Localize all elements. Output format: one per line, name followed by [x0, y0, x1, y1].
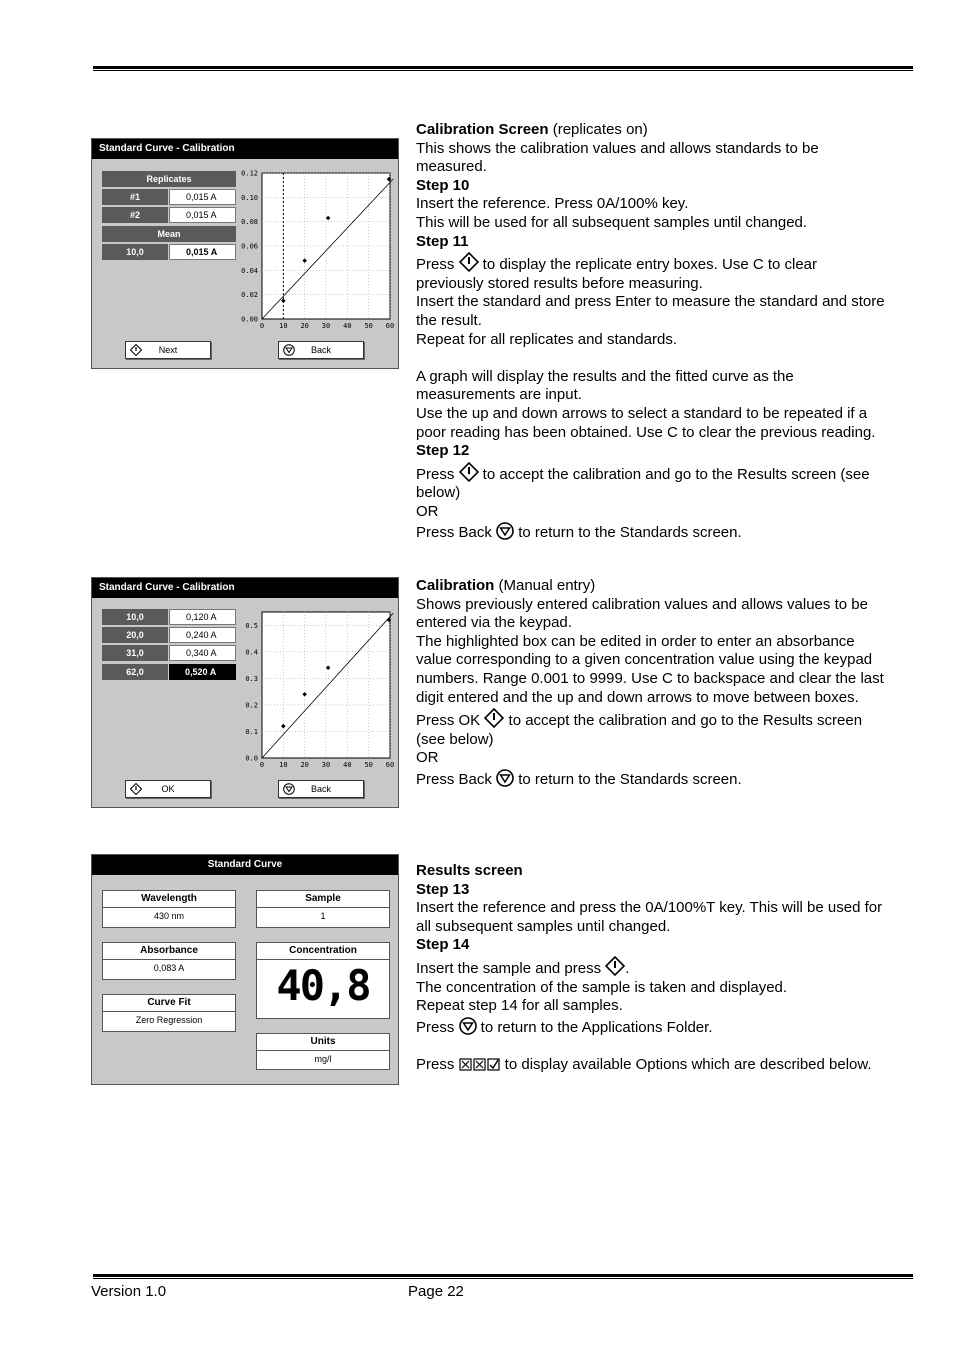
- y-tick-label: 0.06: [241, 242, 258, 251]
- y-tick-label: 0.10: [241, 193, 258, 202]
- replicate-label: #2: [102, 207, 168, 223]
- footer-rule-thin: [93, 1278, 913, 1279]
- x-tick-label: 60: [385, 761, 395, 769]
- footer-rule-thick: [93, 1274, 913, 1277]
- step-heading: Step 14: [416, 936, 470, 954]
- text-fragment: Press Back: [416, 524, 497, 542]
- text-fragment: Press OK: [416, 712, 485, 730]
- y-tick-label: 0.2: [245, 701, 258, 710]
- concentration-label: Concentration: [257, 943, 389, 960]
- paragraph: Repeat step 14 for all samples.: [416, 997, 623, 1015]
- options-key-icon: [459, 1058, 501, 1072]
- back-key-icon: [496, 769, 514, 787]
- x-tick-label: 60: [385, 322, 395, 330]
- paragraph: OR: [416, 749, 439, 767]
- y-tick-label: 0.02: [241, 291, 258, 300]
- screen-title: Standard Curve - Calibration: [92, 139, 398, 159]
- next-button[interactable]: [125, 341, 211, 359]
- screen-title: Standard Curve - Calibration: [92, 578, 398, 598]
- text-fragment: Press: [416, 1018, 459, 1036]
- replicate-label: #1: [102, 189, 168, 205]
- y-tick-label: 0.04: [241, 266, 258, 275]
- standard-concentration: 31,0: [102, 645, 168, 661]
- x-tick-label: 30: [321, 761, 331, 769]
- concentration-box: [256, 942, 390, 1019]
- calibration-replicates-screen: [91, 138, 399, 369]
- text-fragment: to display available Options which are described below.: [500, 1055, 872, 1073]
- step-heading: Step 11: [416, 232, 469, 250]
- text-fragment: to accept the calibration and go to the Results screen (see below): [416, 712, 863, 748]
- text-fragment: to return to the Standards screen.: [514, 770, 742, 788]
- standard-absorbance[interactable]: 0,240 A: [169, 627, 236, 643]
- enter-key-icon: [484, 708, 504, 728]
- calibration-replicates-description: [416, 121, 886, 543]
- x-tick-label: 0: [259, 322, 265, 330]
- curve-fit-box: [102, 994, 236, 1032]
- section-heading: Calibration: [416, 577, 495, 594]
- paragraph: OR: [416, 502, 439, 520]
- step-heading: Step 12: [416, 442, 470, 460]
- calibration-manual-description: [416, 577, 886, 790]
- mean-header: Mean: [102, 226, 236, 242]
- heading-suffix: (replicates on): [548, 121, 648, 138]
- enter-key-icon: [605, 956, 625, 976]
- mean-value[interactable]: 0,015 A: [169, 244, 236, 260]
- replicate-value[interactable]: 0,015 A: [169, 189, 236, 205]
- standard-absorbance-highlighted[interactable]: 0,520 A: [169, 664, 236, 680]
- y-tick-label: 0.5: [245, 621, 258, 630]
- x-tick-label: 40: [343, 322, 352, 330]
- enter-key-icon: [459, 462, 479, 482]
- x-tick-label: 50: [364, 761, 373, 769]
- results-screen: [91, 854, 399, 1085]
- y-tick-label: 0.0: [245, 754, 258, 763]
- paragraph: A graph will display the results and the fitted curve as the measurements are input.: [416, 367, 794, 404]
- text-fragment: Press: [416, 1055, 459, 1073]
- standard-absorbance[interactable]: 0,340 A: [169, 645, 236, 661]
- paragraph: This shows the calibration values and allows standards to be measured.: [416, 139, 819, 176]
- paragraph: This will be used for all subsequent samples until changed.: [416, 213, 808, 231]
- back-label: Back: [310, 345, 331, 355]
- calibration-graph: [240, 167, 396, 332]
- calibration-graph: [240, 606, 396, 771]
- back-key-icon: [496, 522, 514, 540]
- version-label: Version 1.0: [91, 1283, 167, 1300]
- y-tick-label: 0.00: [241, 315, 258, 324]
- standard-concentration: 62,0: [102, 664, 168, 680]
- x-tick-label: 10: [279, 761, 288, 769]
- paragraph: Insert the reference. Press 0A/100% key.: [416, 195, 689, 213]
- curve-fit-value: Zero Regression: [135, 1015, 203, 1025]
- text-fragment: to accept the calibration and go to the Results screen (see below): [416, 465, 870, 502]
- text-fragment: to display the replicate entry boxes. Use C to clear previously stored results before measuring.: [416, 256, 818, 292]
- standard-concentration: 10,0: [102, 609, 168, 625]
- standard-concentration: 20,0: [102, 627, 168, 643]
- units-value: mg/l: [314, 1054, 332, 1064]
- wavelength-label: Wavelength: [103, 891, 235, 908]
- ok-button[interactable]: [125, 780, 211, 798]
- wavelength-value: 430 nm: [153, 911, 185, 921]
- units-box: [256, 1033, 390, 1070]
- paragraph: Insert the reference and press the 0A/100%T key. This will be used for all subsequent samples until changed.: [416, 899, 883, 935]
- y-tick-label: 0.08: [241, 218, 258, 227]
- paragraph: Insert the standard and press Enter to measure the standard and store the result.: [416, 293, 885, 329]
- enter-key-icon: [459, 252, 479, 272]
- x-tick-label: 10: [279, 322, 288, 330]
- concentration-value: 40,8: [276, 961, 370, 1010]
- text-fragment: Press: [416, 465, 459, 483]
- text-fragment: Insert the sample and press: [416, 959, 606, 977]
- section-heading: Results screen: [416, 862, 523, 879]
- text-fragment: Press Back: [416, 770, 497, 788]
- absorbance-label: Absorbance: [103, 943, 235, 960]
- paragraph: The highlighted box can be edited in order to enter an absorbance value corresponding to a given concentration value using the keypad numbers. Range 0.001 to 9999. Use C to backspace and clear the last digit entered and the up and down arrows to move between boxes.: [416, 632, 884, 706]
- page-number: Page 22: [408, 1283, 464, 1300]
- curve-fit-label: Curve Fit: [103, 995, 235, 1012]
- header-rule-thin: [93, 70, 913, 71]
- y-tick-label: 0.4: [245, 648, 258, 657]
- step-heading: Step 13: [416, 880, 470, 898]
- paragraph: The concentration of the sample is taken and displayed.: [416, 978, 788, 996]
- back-label: Back: [310, 784, 331, 794]
- y-tick-label: 0.12: [241, 169, 258, 178]
- x-tick-label: 20: [300, 761, 309, 769]
- sample-label: Sample: [257, 891, 389, 908]
- paragraph: Use the up and down arrows to select a standard to be repeated if a poor reading has been obtained. Use C to clear the previous reading.: [416, 404, 876, 441]
- text-fragment: to return to the Applications Folder.: [476, 1018, 713, 1036]
- replicate-value[interactable]: 0,015 A: [169, 207, 236, 223]
- calibration-manual-screen: [91, 577, 399, 808]
- replicates-header: Replicates: [102, 171, 236, 187]
- x-tick-label: 30: [321, 322, 331, 330]
- back-button[interactable]: [278, 341, 364, 359]
- x-tick-label: 50: [364, 322, 373, 330]
- x-tick-label: 40: [343, 761, 352, 769]
- standard-absorbance[interactable]: 0,120 A: [169, 609, 236, 625]
- back-button[interactable]: [278, 780, 364, 798]
- header-rule-thick: [93, 66, 913, 69]
- text-fragment: Press: [416, 256, 459, 274]
- paragraph: Shows previously entered calibration values and allows values to be entered via the keypad.: [416, 595, 868, 632]
- absorbance-box: [102, 942, 236, 980]
- y-tick-label: 0.1: [245, 727, 258, 736]
- units-label: Units: [257, 1034, 389, 1051]
- absorbance-value: 0,083 A: [153, 963, 185, 973]
- ok-label: OK: [161, 784, 175, 794]
- wavelength-box: [102, 890, 236, 928]
- paragraph: Repeat for all replicates and standards.: [416, 330, 677, 348]
- section-heading: Calibration Screen: [416, 121, 549, 138]
- heading-suffix: (Manual entry): [494, 577, 596, 594]
- x-tick-label: 20: [300, 322, 309, 330]
- screen-title: Standard Curve: [92, 855, 398, 875]
- sample-box: [256, 890, 390, 928]
- sample-value: 1: [320, 911, 326, 921]
- x-tick-label: 0: [259, 761, 265, 769]
- back-key-icon: [459, 1017, 477, 1035]
- mean-concentration: 10,0: [102, 244, 168, 260]
- results-description: [416, 862, 886, 1075]
- text-fragment: .: [625, 959, 630, 977]
- text-fragment: to return to the Standards screen.: [514, 524, 742, 542]
- y-tick-label: 0.3: [245, 674, 258, 683]
- step-heading: Step 10: [416, 176, 470, 194]
- next-label: Next: [158, 345, 178, 355]
